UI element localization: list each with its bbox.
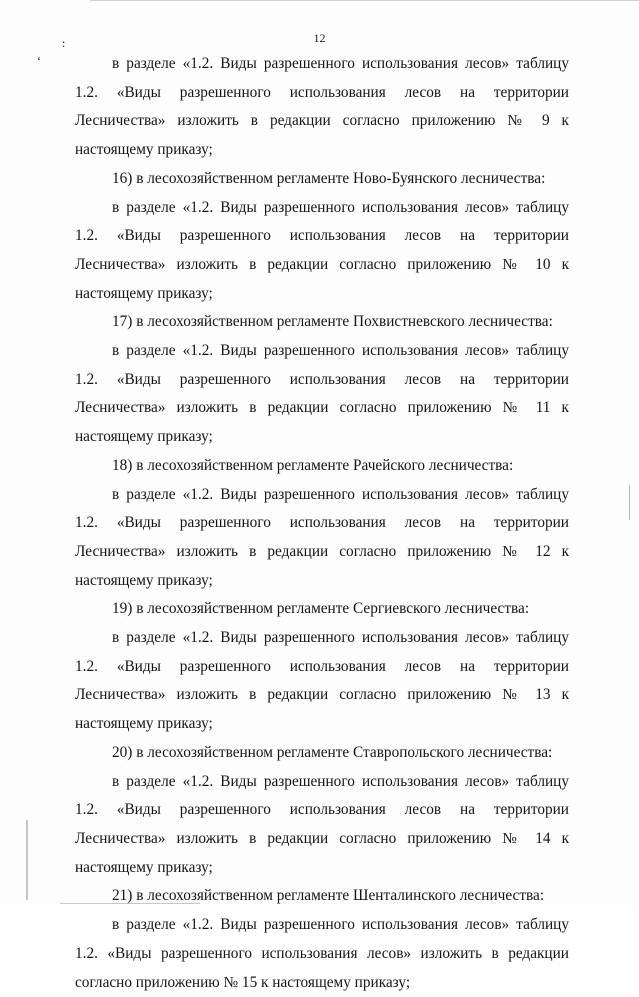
paragraph-item-1: в разделе «1.2. Виды разрешенного использования лесов» таблицу 1.2. «Виды разрешенного использования лесов на территории Лесничества» изложить в редакции согласно приложению № 9 к настоящему приказу; <box>75 55 569 159</box>
paragraph-heading-19: 19) в лесохозяйственном регламенте Сергиевского лесничества: <box>112 600 530 618</box>
paragraph-heading-21: 21) в лесохозяйственном регламенте Шенталинского лесничества: <box>112 887 545 905</box>
document-body <box>75 50 569 997</box>
page-number: 12 <box>313 31 326 45</box>
paragraph-item-16: в разделе «1.2. Виды разрешенного использования лесов» таблицу 1.2. «Виды разрешенного использования лесов на территории Лесничества» изложить в редакции согласно приложению № 10 к настоящему приказу; <box>75 198 569 302</box>
paragraph-item-19: в разделе «1.2. Виды разрешенного использования лесов» таблицу 1.2. «Виды разрешенного использования лесов на территории Лесничества» изложить в редакции согласно приложению № 13 к настоящему приказу; <box>75 629 569 733</box>
scan-edge-top <box>90 0 639 1</box>
paragraph-heading-16: 16) в лесохозяйственном регламенте Ново-Буянского лесничества: <box>112 169 546 187</box>
scan-mark-colon: : <box>62 36 66 50</box>
paragraph-item-18: в разделе «1.2. Виды разрешенного использования лесов» таблицу 1.2. «Виды разрешенного использования лесов на территории Лесничества» изложить в редакции согласно приложению № 12 к настоящему приказу; <box>75 485 569 589</box>
scan-edge-left <box>26 820 28 900</box>
scan-mark-tick: ‘ <box>37 54 41 68</box>
paragraph-heading-18: 18) в лесохозяйственном регламенте Рачейского лесничества: <box>112 456 514 474</box>
scan-edge-right <box>629 485 630 520</box>
paragraph-heading-20: 20) в лесохозяйственном регламенте Ставропольского лесничества: <box>112 743 553 761</box>
paragraph-item-20: в разделе «1.2. Виды разрешенного использования лесов» таблицу 1.2. «Виды разрешенного использования лесов на территории Лесничества» изложить в редакции согласно приложению № 14 к настоящему приказу; <box>75 772 569 876</box>
paragraph-item-21: в разделе «1.2. Виды разрешенного использования лесов» таблицу 1.2. «Виды разрешенного использования лесов» изложить в редакции согласно приложению № 15 к настоящему приказу; <box>75 916 569 991</box>
paragraph-heading-17: 17) в лесохозяйственном регламенте Похвистневского лесничества: <box>112 313 553 331</box>
paragraph-item-17: в разделе «1.2. Виды разрешенного использования лесов» таблицу 1.2. «Виды разрешенного использования лесов на территории Лесничества» изложить в редакции согласно приложению № 11 к настоящему приказу; <box>75 342 569 446</box>
